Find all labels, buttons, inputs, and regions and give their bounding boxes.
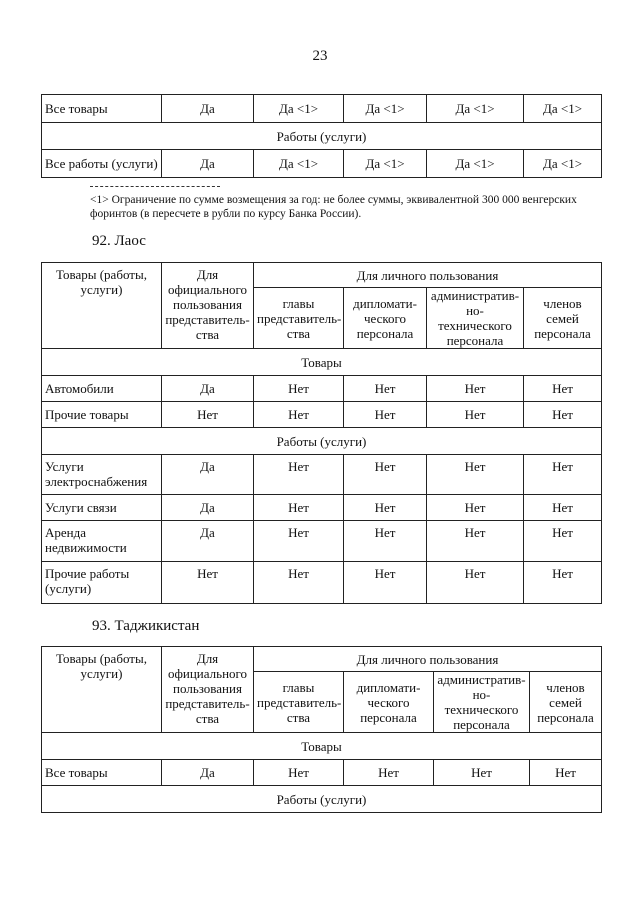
table-row: [42, 521, 602, 562]
header-head: главы представитель-ства: [254, 672, 344, 733]
row-label: Все работы (услуги): [42, 150, 162, 178]
cell: Нет: [344, 760, 434, 786]
table-row: [42, 455, 602, 495]
works-section-header: Работы (услуги): [42, 123, 602, 150]
cell: Да <1>: [427, 95, 524, 123]
header-family: членов семей персонала: [524, 288, 602, 349]
cell: Да <1>: [254, 95, 344, 123]
goods-section-header: Товары: [42, 349, 602, 376]
header-goods: Товары (работы, услуги): [42, 647, 162, 733]
cell: Нет: [344, 521, 427, 562]
cell: Нет: [427, 562, 524, 604]
row-label: Все товары: [42, 95, 162, 123]
cell: Да <1>: [427, 150, 524, 178]
row-label: Прочие товары: [42, 402, 162, 428]
header-admin: административ-но-технического персонала: [427, 288, 524, 349]
section-row: [42, 786, 602, 813]
top-table: [41, 94, 602, 178]
section-title-laos: 92. Лаос: [92, 233, 146, 249]
header-row: [42, 647, 602, 672]
table-row: [42, 150, 602, 178]
cell: Да <1>: [524, 95, 602, 123]
cell: Нет: [254, 376, 344, 402]
row-label: Аренда недвижимости: [42, 521, 162, 562]
cell: Нет: [344, 562, 427, 604]
cell: Нет: [524, 495, 602, 521]
header-diplomatic: дипломати-ческого персонала: [344, 288, 427, 349]
cell: Да <1>: [344, 150, 427, 178]
cell: Нет: [530, 760, 602, 786]
cell: Нет: [524, 402, 602, 428]
cell: Нет: [162, 402, 254, 428]
header-diplomatic: дипломати-ческого персонала: [344, 672, 434, 733]
page-number: 23: [312, 48, 328, 64]
cell: Нет: [162, 562, 254, 604]
header-row: [42, 263, 602, 288]
section-row: [42, 349, 602, 376]
table-row: [42, 562, 602, 604]
header-head: главы представитель-ства: [254, 288, 344, 349]
section-title-tajikistan: 93. Таджикистан: [92, 618, 200, 634]
cell: Да: [162, 760, 254, 786]
cell: Нет: [524, 562, 602, 604]
cell: Да: [162, 521, 254, 562]
cell: Нет: [344, 455, 427, 495]
header-official: Для официального пользования представитель-ства: [162, 647, 254, 733]
cell: Нет: [344, 402, 427, 428]
footnote-rule: [90, 186, 220, 187]
section-row: [42, 733, 602, 760]
goods-section-header: Товары: [42, 733, 602, 760]
header-goods: Товары (работы, услуги): [42, 263, 162, 349]
table-row: [42, 402, 602, 428]
cell: Да: [162, 455, 254, 495]
row-label: Все товары: [42, 760, 162, 786]
table-row: [42, 95, 602, 123]
cell: Нет: [254, 402, 344, 428]
row-label: Прочие работы (услуги): [42, 562, 162, 604]
cell: Да <1>: [344, 95, 427, 123]
works-section-header: Работы (услуги): [42, 786, 602, 813]
cell: Нет: [344, 376, 427, 402]
row-label: Услуги электроснабжения: [42, 455, 162, 495]
cell: Нет: [427, 402, 524, 428]
header-admin: административ-но-технического персонала: [434, 672, 530, 733]
cell: Да <1>: [524, 150, 602, 178]
cell: Нет: [427, 376, 524, 402]
cell: Да: [162, 495, 254, 521]
header-official: Для официального пользования представитель-ства: [162, 263, 254, 349]
header-personal: Для личного пользования: [254, 647, 602, 672]
cell: Нет: [427, 495, 524, 521]
table-row: [42, 376, 602, 402]
row-label: Автомобили: [42, 376, 162, 402]
section-row: [42, 428, 602, 455]
cell: Нет: [254, 562, 344, 604]
row-label: Услуги связи: [42, 495, 162, 521]
cell: Нет: [524, 376, 602, 402]
cell: Нет: [254, 521, 344, 562]
header-family: членов семей персонала: [530, 672, 602, 733]
cell: Нет: [254, 455, 344, 495]
cell: Да: [162, 95, 254, 123]
cell: Нет: [434, 760, 530, 786]
cell: Нет: [254, 495, 344, 521]
header-personal: Для личного пользования: [254, 263, 602, 288]
cell: Нет: [427, 455, 524, 495]
cell: Нет: [524, 521, 602, 562]
cell: Нет: [344, 495, 427, 521]
section-row: [42, 123, 602, 150]
cell: Нет: [254, 760, 344, 786]
cell: Да: [162, 150, 254, 178]
footnote-text: <1> Ограничение по сумме возмещения за год: не более суммы, эквивалентной 300 000 венгерских форинтов (в пересчете в рубли по курсу Банка России).: [90, 194, 577, 220]
cell: Нет: [427, 521, 524, 562]
table-row: [42, 495, 602, 521]
cell: Да: [162, 376, 254, 402]
table-row: [42, 760, 602, 786]
laos-table: [41, 262, 602, 604]
cell: Да <1>: [254, 150, 344, 178]
tajikistan-table: [41, 646, 602, 813]
cell: Нет: [524, 455, 602, 495]
works-section-header: Работы (услуги): [42, 428, 602, 455]
